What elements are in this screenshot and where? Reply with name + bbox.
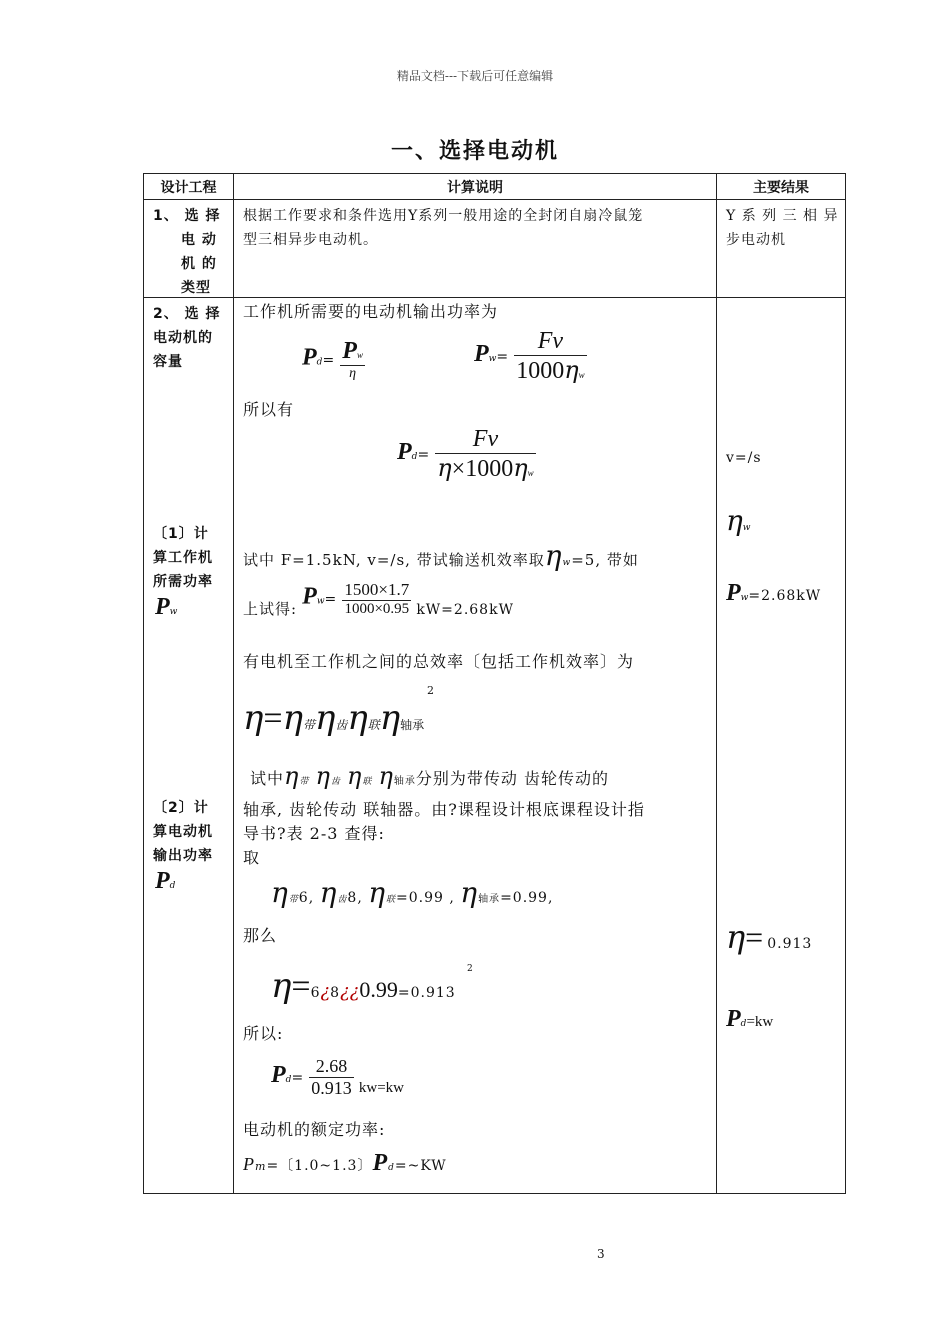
result-line: 步电动机: [726, 232, 786, 248]
symbol-pd: Pd: [155, 868, 176, 894]
item-line: 2、 选 择: [153, 306, 221, 322]
result-pd: Pd=kw: [726, 1006, 774, 1032]
intro-text: 工作机所需要的电动机输出功率为: [243, 302, 499, 321]
item-line: 容量: [153, 354, 183, 370]
result-eta-w: ηw: [726, 504, 751, 537]
symbol-pw: Pw: [155, 594, 178, 620]
header-description: 计算说明: [234, 174, 717, 200]
page-number: 3: [597, 1247, 605, 1261]
table-header-row: [144, 174, 846, 200]
header-result: 主要结果: [717, 174, 846, 200]
item-line: 1、 选 择: [153, 208, 221, 224]
desc-line: 型三相异步电动机。: [243, 232, 378, 248]
result-cell: [717, 298, 846, 1194]
item-line: 机 的: [181, 256, 217, 272]
so-text: 所以:: [243, 1024, 284, 1043]
test-line-1: 试中 F=1.5kN, v=/s, 带试输送机效率取ηw=5, 带如: [243, 539, 639, 572]
sub-item-line: 算工作机: [153, 550, 213, 566]
formula-pd-eta: Pd= $\frac{Pw}{\eta}$: [302, 338, 363, 381]
sub-item-line: 〔2〕计: [153, 800, 209, 816]
sub-item-line: 〔1〕计: [153, 526, 209, 542]
header-note: 精品文档---下载后可任意编辑: [396, 69, 554, 83]
test-line-2: 试中η带 η齿 η联 η轴承分别为带传动 齿轮传动的: [250, 762, 609, 790]
take-text: 取: [243, 848, 261, 867]
formula-pw: Pw= $\frac{Fv}{1000\eta w}$: [474, 328, 585, 384]
description-cell: [234, 200, 717, 298]
result-v: v=/s: [726, 450, 762, 466]
table-row-motor-capacity: [144, 298, 846, 1194]
page-title: 一、选择电动机: [390, 138, 559, 164]
item-line: 电动机的: [153, 330, 213, 346]
result-cell: [717, 200, 846, 298]
desc-line: 根据工作要求和条件选用Y系列一般用途的全封闭自扇冷鼠笼: [243, 208, 644, 224]
efficiency-text: 有电机至工作机之间的总效率〔包括工作机效率〕为: [243, 652, 635, 671]
formula-pd-calc: Pd= $\frac{2.68}{0.913}$ kw=kw: [271, 1056, 404, 1098]
item-line: 类型: [181, 280, 211, 296]
table-row-motor-type: [144, 200, 846, 298]
result-pw: Pw=2.68kW: [726, 580, 822, 606]
guide-text: 导书?表 2-3 查得:: [243, 824, 385, 843]
efficiency-values: η带6, η齿8, η联=0.99 , η轴承=0.99,: [271, 876, 554, 909]
so-have-text: 所以有: [243, 400, 295, 419]
sub-item-line: 输出功率: [153, 848, 213, 864]
header-item: 设计工程: [144, 174, 234, 200]
design-table: [143, 173, 846, 1194]
calc-pw-line: 上试得: Pw= $\frac{1500\times 1.7}{1000\times 0.95}$ kW=2.68kW: [243, 580, 514, 618]
item-cell: [144, 200, 234, 298]
bearing-text: 轴承, 齿轮传动 联轴器。由?课程设计根底课程设计指: [243, 800, 645, 819]
formula-pd-full: Pd= $\frac{Fv}{\eta\times 1000\eta w}$: [397, 426, 534, 482]
formula-eta-calc: η=6¿8¿¿0.99=0.913 2: [271, 964, 473, 1006]
description-cell: [234, 298, 717, 1194]
formula-eta-total: η=η带η齿η联η轴承 2: [243, 684, 434, 738]
result-eta-total: η= 0.913: [726, 918, 813, 956]
item-line: 电 动: [181, 232, 217, 248]
then-text: 那么: [243, 926, 278, 945]
result-line: Y 系 列 三 相 异: [726, 208, 839, 224]
rated-power-text: 电动机的额定功率:: [243, 1120, 386, 1139]
sub-item-line: 算电动机: [153, 824, 213, 840]
item-cell: [144, 298, 234, 1194]
sub-item-line: 所需功率: [153, 574, 213, 590]
formula-pm: Pm=〔1.0~1.3〕Pd=~KW: [243, 1150, 447, 1176]
